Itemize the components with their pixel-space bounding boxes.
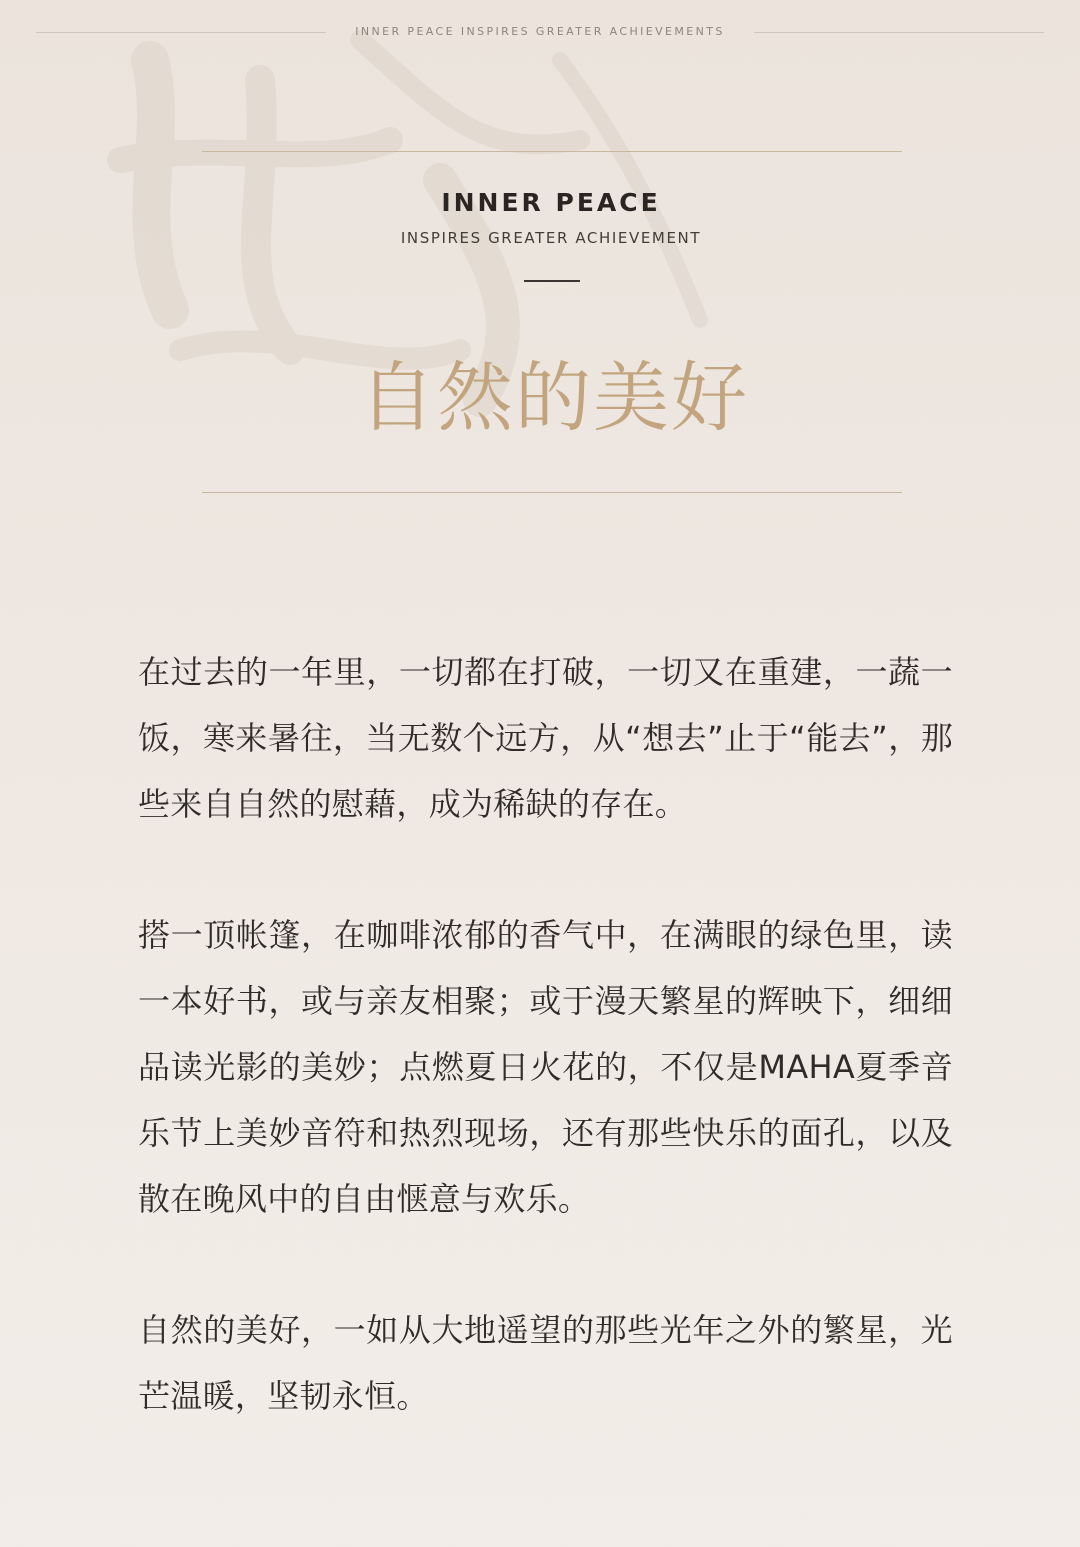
heading-divider [524, 280, 580, 282]
page-title: 自然的美好 [359, 353, 749, 442]
body-paragraph-3: 自然的美好，一如从大地遥望的那些光年之外的繁星，光芒温暖，坚韧永恒。 [138, 1311, 953, 1415]
body-paragraph-1: 在过去的一年里，一切都在打破，一切又在重建，一蔬一饭，寒来暑往，当无数个远方，从“想去”止于“能去”，那些来自自然的慰藉，成为稀缺的存在。 [138, 653, 953, 823]
top-tagline: INNER PEACE INSPIRES GREATER ACHIEVEMENTS [355, 25, 725, 38]
section-heading: INNER PEACE [441, 188, 661, 217]
background-brush-decoration [60, 20, 760, 620]
body-paragraph-2: 搭一顶帐篷，在咖啡浓郁的香气中，在满眼的绿色里，读一本好书，或与亲友相聚；或于漫天繁星的辉映下，细细品读光影的美妙；点燃夏日火花的，不仅是MAHA夏季音乐节上美妙音符和热烈现场，还有那些快乐的面孔，以及散在晚风中的自由惬意与欢乐。 [138, 916, 953, 1218]
section-subheading: INSPIRES GREATER ACHIEVEMENT [400, 229, 702, 247]
header-top-rule [202, 151, 902, 152]
title-bottom-rule [202, 492, 902, 493]
